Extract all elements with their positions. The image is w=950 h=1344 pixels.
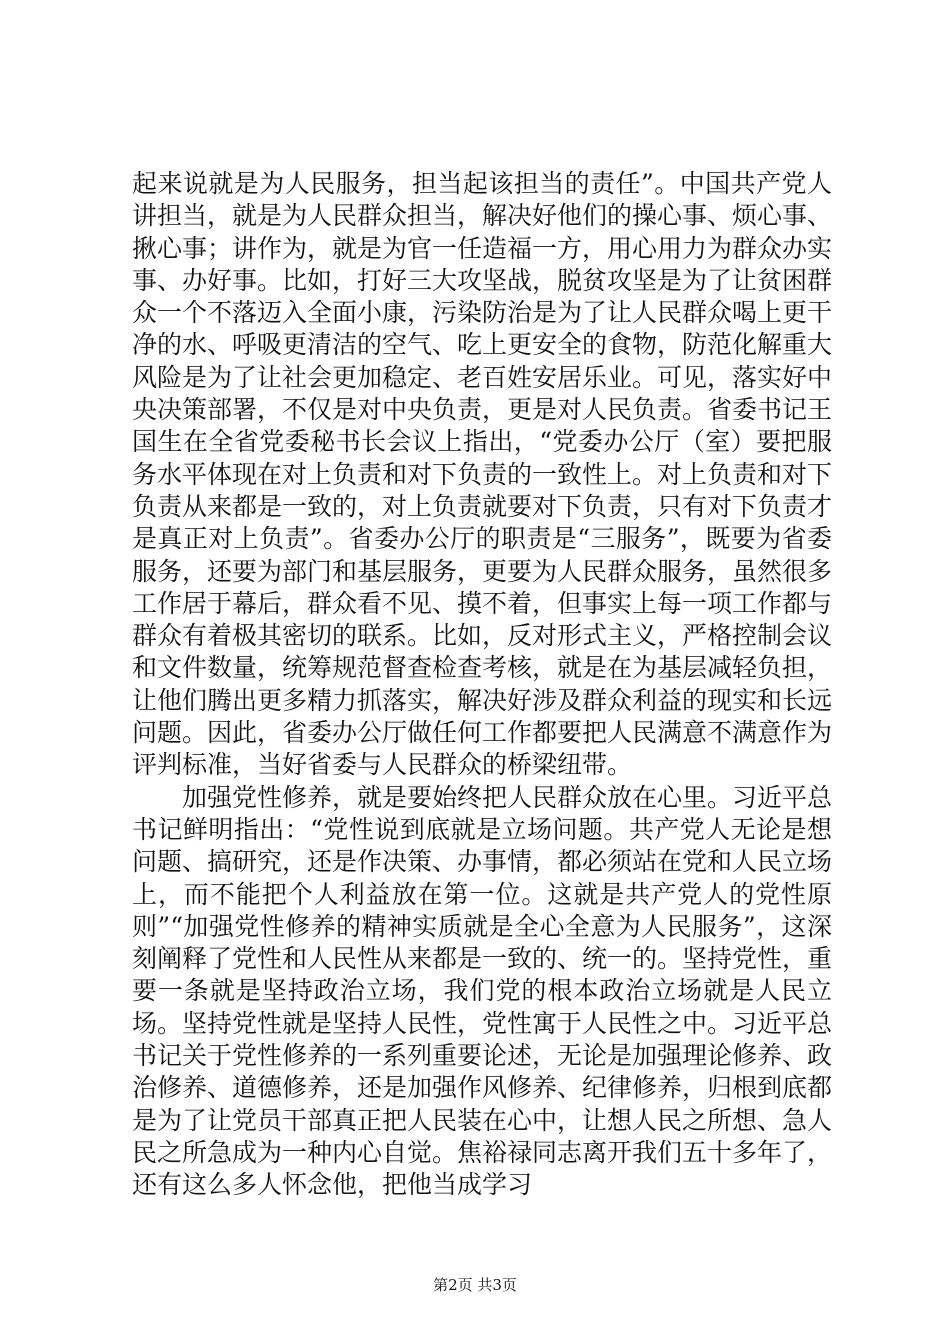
document-body [132,168,832,1202]
paragraph-1: 起来说就是为人民服务，担当起该担当的责任”。中国共产党人讲担当，就是为人民群众担当，解决好他们的操心事、烦心事、揪心事；讲作为，就是为官一任造福一方，用心用力为群众办实事、办好事。比如，打好三大攻坚战，脱贫攻坚是为了让贫困群众一个不落迈入全面小康，污染防治是为了让人民群众喝上更干净的水、呼吸更清洁的空气、吃上更安全的食物，防范化解重大风险是为了让社会更加稳定、老百姓安居乐业。可见，落实好中央决策部署，不仅是对中央负责，更是对人民负责。省委书记王国生在全省党委秘书长会议上指出，“党委办公厅（室）要把服务水平体现在对上负责和对下负责的一致性上。对上负责和对下负责从来都是一致的，对上负责就要对下负责，只有对下负责才是真正对上负责”。省委办公厅的职责是“三服务”，既要为省委服务，还要为部门和基层服务，更要为人民群众服务，虽然很多工作居于幕后，群众看不见、摸不着，但事实上每一项工作都与群众有着极其密切的联系。比如，反对形式主义，严格控制会议和文件数量，统筹规范督查检查考核，就是在为基层减轻负担，让他们腾出更多精力抓落实，解决好涉及群众利益的现实和长远问题。因此，省委办公厅做任何工作都要把人民满意不满意作为评判标准，当好省委与人民群众的桥梁纽带。 [132,169,833,780]
page-number-footer: 第2页 共3页 [433,1276,517,1294]
paragraph-2: 加强党性修养，就是要始终把人民群众放在心里。习近平总书记鲜明指出：“党性说到底就是立场问题。共产党人无论是想问题、搞研究，还是作决策、办事情，都必须站在党和人民立场上，而不能把个人利益放在第一位。这就是共产党人的党性原则”“加强党性修养的精神实质就是全心全意为人民服务”，这深刻阐释了党性和人民性从来都是一致的、统一的。坚持党性，重要一条就是坚持政治立场，我们党的根本政治立场就是人民立场。坚持党性就是坚持人民性，党性寓于人民性之中。习近平总书记关于党性修养的一系列重要论述，无论是加强理论修养、政治修养、道德修养，还是加强作风修养、纪律修养，归根到底都是为了让党员干部真正把人民装在心中，让想人民之所想、急人民之所急成为一种内心自觉。焦裕禄同志离开我们五十多年了，还有这么多人怀念他，把他当成学习 [132,782,833,1200]
